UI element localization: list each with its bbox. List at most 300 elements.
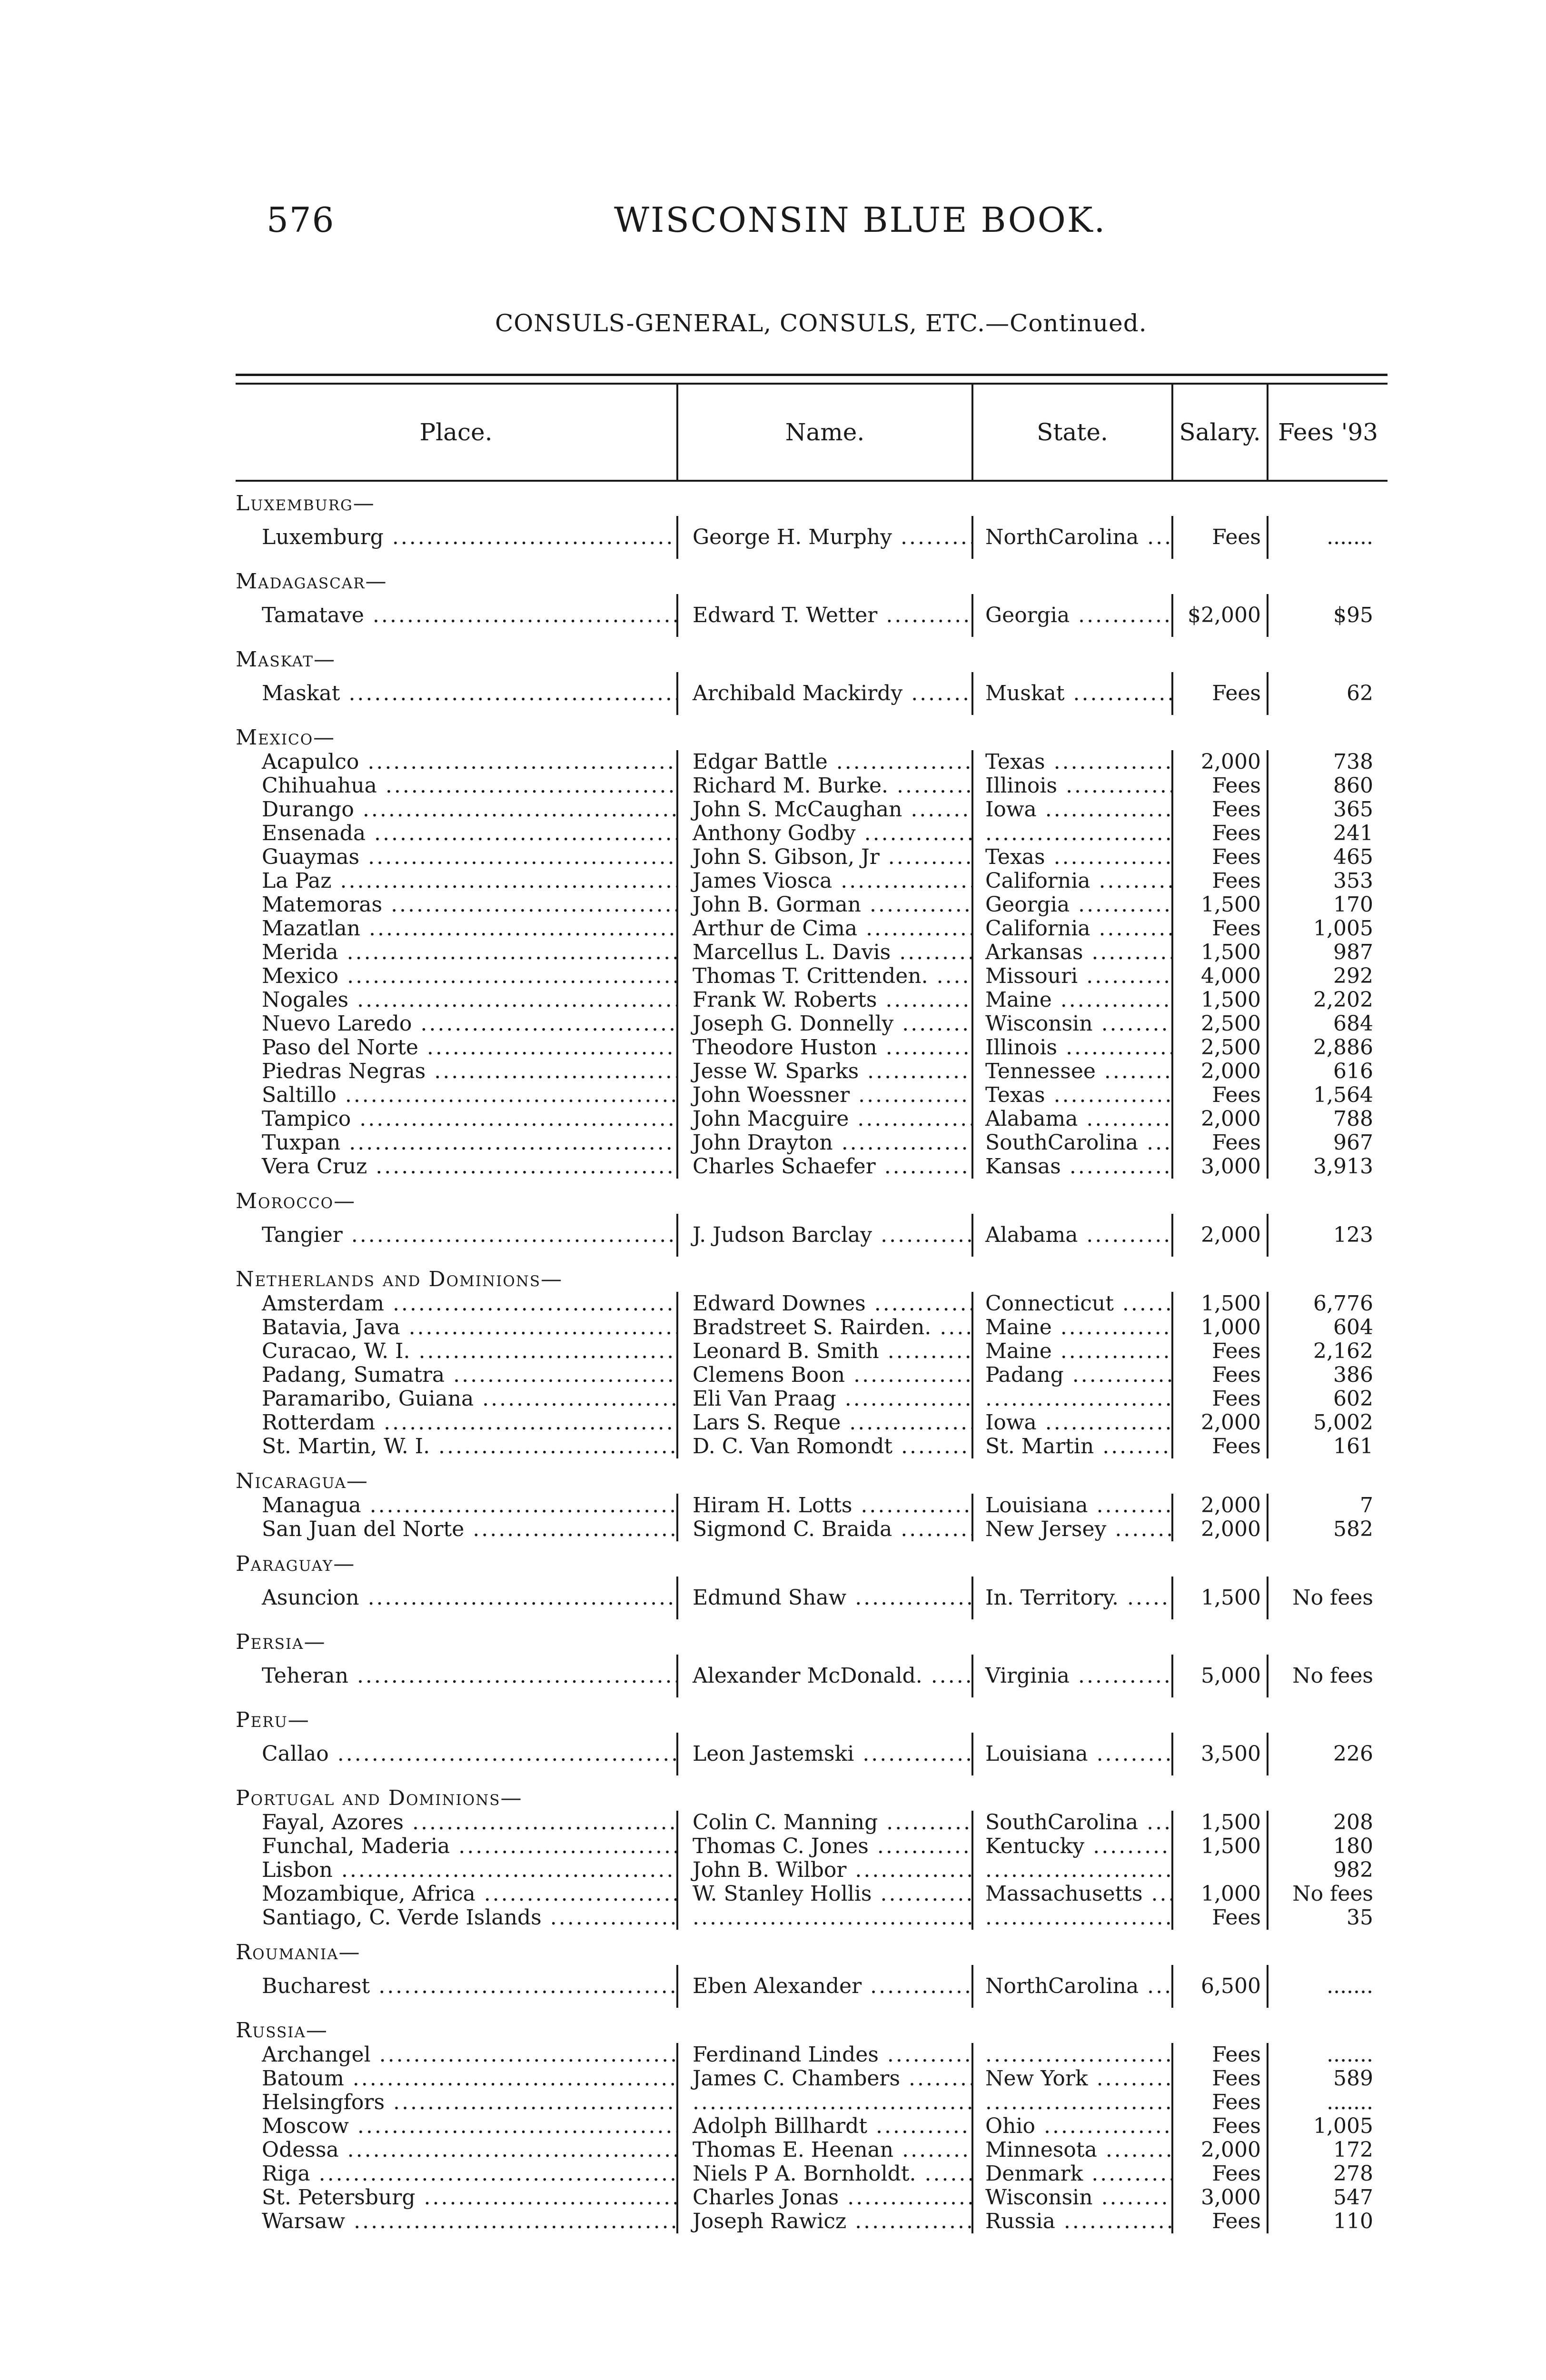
place-cell-text: Acapulco ..... [262, 750, 678, 774]
place-cell [236, 2043, 678, 2067]
place-cell-text: La Paz ..... [262, 869, 678, 893]
name-cell [678, 2043, 973, 2067]
name-cell-text [693, 2091, 973, 2114]
table-row [236, 1811, 1387, 1835]
salary-cell-text: 3,000 [1201, 2186, 1261, 2210]
name-cell-text: Ferdinand Lindes ..... [693, 2043, 973, 2067]
state-cell [973, 2210, 1173, 2233]
salary-cell-text: 2,500 [1201, 1012, 1261, 1036]
salary-cell [1173, 2162, 1269, 2186]
salary-cell-text: Fees [1212, 681, 1261, 705]
name-cell [678, 1083, 973, 1107]
country-heading: Mexico— [236, 725, 336, 750]
salary-cell [1173, 774, 1269, 798]
country-group [236, 1189, 1387, 1257]
place-cell [236, 822, 678, 845]
salary-cell-text: Fees [1212, 1435, 1261, 1458]
place-cell-text: San Juan del Norte ..... [262, 1517, 678, 1541]
name-cell-text: Charles Jonas ..... [693, 2186, 973, 2210]
state-cell-text: SouthCarolina ..... [985, 1131, 1173, 1155]
fees-cell-text: 365 [1333, 798, 1373, 822]
place-cell [236, 2186, 678, 2210]
state-cell-text: In. Territory. ..... [985, 1586, 1173, 1610]
fees-cell [1269, 774, 1387, 798]
table-row [236, 893, 1387, 917]
state-cell-text: Russia ..... [985, 2210, 1173, 2233]
name-cell-text: Thomas C. Jones ..... [693, 1835, 973, 1858]
state-cell [973, 1733, 1173, 1775]
name-cell-text: Adolph Billhardt ..... [693, 2114, 973, 2138]
place-cell [236, 2114, 678, 2138]
salary-cell-text: 3,000 [1201, 1155, 1261, 1179]
place-cell [236, 1083, 678, 1107]
state-cell-text: Alabama ..... [985, 1107, 1173, 1131]
table-row [236, 822, 1387, 845]
fees-cell-text: 1,564 [1313, 1083, 1373, 1107]
state-cell [973, 798, 1173, 822]
place-cell-text: Paso del Norte ..... [262, 1036, 678, 1060]
name-cell-text: Eli Van Praag ..... [693, 1387, 973, 1411]
name-cell-text: Lars S. Reque ..... [693, 1411, 973, 1435]
fees-cell-text: 6,776 [1313, 1292, 1373, 1316]
name-cell [678, 2186, 973, 2210]
fees-cell [1269, 2210, 1387, 2233]
fees-cell-text: 860 [1333, 774, 1373, 798]
name-cell-text: John B. Wilbor ..... [693, 1858, 973, 1882]
name-cell-text: John Woessner ..... [693, 1083, 973, 1107]
place-cell-text: Teheran ..... [262, 1664, 678, 1688]
fees-cell [1269, 2114, 1387, 2138]
salary-cell [1173, 1733, 1269, 1775]
place-cell-text: Tuxpan ..... [262, 1131, 678, 1155]
fees-cell-text: 241 [1333, 822, 1373, 845]
fees-cell [1269, 2091, 1387, 2114]
place-cell [236, 1517, 678, 1541]
table-row [236, 2162, 1387, 2186]
state-cell [973, 1131, 1173, 1155]
state-cell-text: Georgia ..... [985, 603, 1173, 627]
salary-cell-text: 2,000 [1201, 1107, 1261, 1131]
place-cell-text: Helsingfors ..... [262, 2091, 678, 2114]
state-cell [973, 2091, 1173, 2114]
state-cell [973, 1214, 1173, 1257]
salary-cell [1173, 2114, 1269, 2138]
name-cell-text: D. C. Van Romondt ..... [693, 1435, 973, 1458]
table-row [236, 1655, 1387, 1697]
table-row [236, 845, 1387, 869]
name-cell [678, 1835, 973, 1858]
salary-cell [1173, 2138, 1269, 2162]
salary-cell-text: Fees [1212, 1339, 1261, 1363]
state-cell [973, 1339, 1173, 1363]
table-row [236, 750, 1387, 774]
name-cell [678, 1155, 973, 1179]
fees-cell [1269, 1363, 1387, 1387]
name-cell-text: Richard M. Burke. ..... [693, 774, 973, 798]
country-group [236, 1630, 1387, 1697]
fees-cell-text: 161 [1333, 1435, 1373, 1458]
place-cell [236, 774, 678, 798]
country-group [236, 1552, 1387, 1619]
place-cell-text: Mozambique, Africa ..... [262, 1882, 678, 1906]
place-cell-text: Santiago, C. Verde Islands ..... [262, 1906, 678, 1930]
name-cell [678, 2067, 973, 2091]
state-cell [973, 1858, 1173, 1882]
salary-cell-text: Fees [1212, 917, 1261, 941]
state-cell [973, 893, 1173, 917]
state-cell-text [985, 822, 1173, 845]
country-group [236, 1267, 1387, 1458]
salary-cell [1173, 964, 1269, 988]
salary-cell [1173, 1387, 1269, 1411]
name-cell [678, 1036, 973, 1060]
table-row [236, 2114, 1387, 2138]
fees-cell-text: No fees [1292, 1664, 1373, 1688]
state-cell-text: Maine ..... [985, 1316, 1173, 1339]
salary-cell [1173, 1339, 1269, 1363]
country-heading: Portugal and Dominions— [236, 1786, 523, 1810]
salary-cell-text: 2,500 [1201, 1036, 1261, 1060]
salary-cell-text: Fees [1212, 798, 1261, 822]
salary-cell [1173, 1811, 1269, 1835]
fees-cell [1269, 1060, 1387, 1083]
name-cell [678, 869, 973, 893]
fees-cell-text: 226 [1333, 1742, 1373, 1766]
column-header-name: Name. [678, 385, 973, 480]
salary-cell [1173, 1858, 1269, 1882]
country-group [236, 2018, 1387, 2233]
salary-cell-text: Fees [1212, 2114, 1261, 2138]
state-cell [973, 672, 1173, 715]
fees-cell [1269, 1577, 1387, 1619]
salary-cell [1173, 1577, 1269, 1619]
fees-cell [1269, 1858, 1387, 1882]
salary-cell [1173, 2186, 1269, 2210]
state-cell [973, 845, 1173, 869]
state-cell [973, 2186, 1173, 2210]
fees-cell-text: 2,202 [1313, 988, 1373, 1012]
fees-cell-text: 738 [1333, 750, 1373, 774]
state-cell [973, 1577, 1173, 1619]
state-cell-text: Ohio ..... [985, 2114, 1173, 2138]
country-heading: Paraguay— [236, 1552, 356, 1576]
place-cell [236, 2138, 678, 2162]
fees-cell-text: 170 [1333, 893, 1373, 917]
state-cell [973, 594, 1173, 637]
state-cell [973, 2067, 1173, 2091]
name-cell-text: John Macguire ..... [693, 1107, 973, 1131]
place-cell [236, 941, 678, 964]
fees-cell [1269, 672, 1387, 715]
name-cell [678, 594, 973, 637]
fees-cell-text: 2,162 [1313, 1339, 1373, 1363]
fees-cell-text: 5,002 [1313, 1411, 1373, 1435]
fees-cell-text: No fees [1292, 1586, 1373, 1610]
place-cell [236, 1965, 678, 2008]
name-cell [678, 1858, 973, 1882]
salary-cell [1173, 822, 1269, 845]
salary-cell-text: 1,500 [1201, 893, 1261, 917]
fees-cell [1269, 1292, 1387, 1316]
name-cell [678, 941, 973, 964]
name-cell-text: Joseph G. Donnelly ..... [693, 1012, 973, 1036]
country-heading: Russia— [236, 2018, 328, 2043]
name-cell [678, 1811, 973, 1835]
table-row [236, 1363, 1387, 1387]
table-row [236, 1906, 1387, 1930]
name-cell-text: Theodore Huston ..... [693, 1036, 973, 1060]
place-cell-text: Funchal, Maderia ..... [262, 1835, 678, 1858]
name-cell-text: J. Judson Barclay ..... [693, 1223, 973, 1247]
state-cell [973, 1882, 1173, 1906]
name-cell-text: Edgar Battle ..... [693, 750, 973, 774]
place-cell [236, 1107, 678, 1131]
running-title: WISCONSIN BLUE BOOK. [614, 200, 1107, 240]
name-cell [678, 1214, 973, 1257]
name-cell [678, 1387, 973, 1411]
fees-cell [1269, 1494, 1387, 1517]
table-row [236, 1060, 1387, 1083]
country-heading: Morocco— [236, 1189, 356, 1213]
state-cell [973, 1060, 1173, 1083]
name-cell [678, 1733, 973, 1775]
place-cell [236, 1494, 678, 1517]
fees-cell [1269, 1155, 1387, 1179]
name-cell-text: Thomas T. Crittenden. ..... [693, 964, 973, 988]
fees-cell [1269, 941, 1387, 964]
state-cell-text [985, 2043, 1173, 2067]
state-cell-text: Iowa ..... [985, 1411, 1173, 1435]
fees-cell-text: 353 [1333, 869, 1373, 893]
fees-cell [1269, 2138, 1387, 2162]
fees-cell [1269, 1965, 1387, 2008]
table-row [236, 1083, 1387, 1107]
fees-cell-text: ....... [1327, 2043, 1373, 2067]
state-cell-text: Missouri ..... [985, 964, 1173, 988]
state-cell [973, 1083, 1173, 1107]
place-cell [236, 2162, 678, 2186]
name-cell [678, 1107, 973, 1131]
state-cell [973, 941, 1173, 964]
country-group [236, 725, 1387, 1179]
state-cell-text: Kentucky ..... [985, 1835, 1173, 1858]
salary-cell-text: Fees [1212, 1387, 1261, 1411]
fees-cell [1269, 1036, 1387, 1060]
name-cell-text: Charles Schaefer ..... [693, 1155, 973, 1179]
place-cell [236, 893, 678, 917]
salary-cell-text: Fees [1212, 822, 1261, 845]
salary-cell [1173, 1131, 1269, 1155]
salary-cell [1173, 750, 1269, 774]
table-row [236, 964, 1387, 988]
table-row [236, 1494, 1387, 1517]
state-cell [973, 822, 1173, 845]
place-cell-text: Guaymas ..... [262, 845, 678, 869]
salary-cell-text: Fees [1212, 2210, 1261, 2233]
fees-cell-text: 62 [1347, 681, 1373, 705]
state-cell-text: Wisconsin ..... [985, 1012, 1173, 1036]
name-cell-text: George H. Murphy ..... [693, 525, 973, 549]
place-cell [236, 917, 678, 941]
place-cell [236, 1387, 678, 1411]
fees-cell-text: 1,005 [1313, 2114, 1373, 2138]
place-cell-text: Bucharest ..... [262, 1974, 678, 1998]
table-row [236, 2138, 1387, 2162]
place-cell [236, 516, 678, 559]
salary-cell [1173, 988, 1269, 1012]
state-cell [973, 869, 1173, 893]
table-row [236, 2091, 1387, 2114]
name-cell [678, 1292, 973, 1316]
state-cell-text: Minnesota ..... [985, 2138, 1173, 2162]
place-cell [236, 1155, 678, 1179]
fees-cell-text: No fees [1292, 1882, 1373, 1906]
place-cell-text: Tamatave ..... [262, 603, 678, 627]
column-header-state: State. [973, 385, 1173, 480]
name-cell [678, 822, 973, 845]
place-cell-text: Warsaw ..... [262, 2210, 678, 2233]
salary-cell [1173, 1107, 1269, 1131]
place-cell-text: Vera Cruz ..... [262, 1155, 678, 1179]
salary-cell [1173, 2067, 1269, 2091]
state-cell [973, 1363, 1173, 1387]
name-cell-text: John Drayton ..... [693, 1131, 973, 1155]
name-cell-text [693, 1906, 973, 1930]
country-heading: Roumania— [236, 1940, 361, 1964]
name-cell-text: Anthony Godby ..... [693, 822, 973, 845]
fees-cell-text: 1,005 [1313, 917, 1373, 941]
salary-cell-text: 2,000 [1201, 750, 1261, 774]
state-cell-text: New Jersey ..... [985, 1517, 1173, 1541]
name-cell-text: Edward T. Wetter ..... [693, 603, 973, 627]
place-cell-text: Padang, Sumatra ..... [262, 1363, 678, 1387]
name-cell-text: John B. Gorman ..... [693, 893, 973, 917]
salary-cell-text: 2,000 [1201, 1494, 1261, 1517]
state-cell [973, 1107, 1173, 1131]
place-cell-text: Moscow ..... [262, 2114, 678, 2138]
salary-cell [1173, 672, 1269, 715]
name-cell-text: Colin C. Manning ..... [693, 1811, 973, 1835]
state-cell-text: Virginia ..... [985, 1664, 1173, 1688]
table-row [236, 1292, 1387, 1316]
salary-cell [1173, 1060, 1269, 1083]
country-group [236, 647, 1387, 715]
salary-cell [1173, 1965, 1269, 2008]
table-caption: CONSULS-GENERAL, CONSULS, ETC.—Continued. [495, 309, 1147, 337]
state-cell-text: New York ..... [985, 2067, 1173, 2091]
state-cell-text: Connecticut ..... [985, 1292, 1173, 1316]
fees-cell-text: ....... [1327, 525, 1373, 549]
fees-cell-text: $95 [1333, 603, 1373, 627]
salary-cell-text: 2,000 [1201, 1060, 1261, 1083]
table-row [236, 798, 1387, 822]
table-row [236, 516, 1387, 559]
country-heading: Peru— [236, 1708, 310, 1732]
consuls-table [236, 374, 1387, 2244]
state-cell-text: Louisiana ..... [985, 1494, 1173, 1517]
place-cell-text: Amsterdam ..... [262, 1292, 678, 1316]
state-cell-text: Padang ..... [985, 1363, 1173, 1387]
fees-cell-text: 110 [1333, 2210, 1373, 2233]
place-cell-text: Mazatlan ..... [262, 917, 678, 941]
place-cell [236, 1882, 678, 1906]
salary-cell-text: 6,500 [1201, 1974, 1261, 1998]
state-cell-text: Texas ..... [985, 1083, 1173, 1107]
fees-cell-text: ....... [1327, 2091, 1373, 2114]
column-header-salary: Salary. [1173, 385, 1269, 480]
fees-cell-text: 582 [1333, 1517, 1373, 1541]
place-cell [236, 1060, 678, 1083]
state-cell-text: Illinois ..... [985, 774, 1173, 798]
state-cell-text [985, 1858, 1173, 1882]
state-cell [973, 1655, 1173, 1697]
name-cell-text: Frank W. Roberts ..... [693, 988, 973, 1012]
salary-cell [1173, 1882, 1269, 1906]
table-row [236, 1339, 1387, 1363]
country-group [236, 569, 1387, 637]
fees-cell [1269, 516, 1387, 559]
fees-cell [1269, 750, 1387, 774]
fees-cell-text: 987 [1333, 941, 1373, 964]
table-row [236, 1858, 1387, 1882]
fees-cell [1269, 822, 1387, 845]
salary-cell [1173, 1155, 1269, 1179]
place-cell-text: Ensenada ..... [262, 822, 678, 845]
salary-cell-text: 3,500 [1201, 1742, 1261, 1766]
state-cell [973, 1316, 1173, 1339]
name-cell [678, 893, 973, 917]
place-cell [236, 869, 678, 893]
fees-cell [1269, 2043, 1387, 2067]
country-group [236, 1708, 1387, 1775]
place-cell-text: Odessa ..... [262, 2138, 678, 2162]
state-cell-text: NorthCarolina ..... [985, 1974, 1173, 1998]
country-group [236, 1940, 1387, 2008]
name-cell-text: Niels P A. Bornholdt. ..... [693, 2162, 973, 2186]
fees-cell [1269, 594, 1387, 637]
name-cell-text: Leonard B. Smith ..... [693, 1339, 973, 1363]
fees-cell-text: 208 [1333, 1811, 1373, 1835]
state-cell-text: Tennessee ..... [985, 1060, 1173, 1083]
state-cell [973, 1155, 1173, 1179]
table-row [236, 1517, 1387, 1541]
place-cell-text: Piedras Negras ..... [262, 1060, 678, 1083]
place-cell-text: Lisbon ..... [262, 1858, 678, 1882]
place-cell-text: Luxemburg ..... [262, 525, 678, 549]
state-cell-text: Denmark ..... [985, 2162, 1173, 2186]
place-cell [236, 672, 678, 715]
table-row [236, 941, 1387, 964]
fees-cell-text: 982 [1333, 1858, 1373, 1882]
salary-cell-text: 5,000 [1201, 1664, 1261, 1688]
name-cell [678, 1494, 973, 1517]
place-cell [236, 1012, 678, 1036]
name-cell-text: John S. McCaughan ..... [693, 798, 973, 822]
salary-cell [1173, 1083, 1269, 1107]
state-cell [973, 1411, 1173, 1435]
salary-cell-text: Fees [1212, 2067, 1261, 2091]
salary-cell-text: 1,500 [1201, 1292, 1261, 1316]
state-cell [973, 1811, 1173, 1835]
salary-cell-text: Fees [1212, 869, 1261, 893]
table-row [236, 774, 1387, 798]
table-row [236, 672, 1387, 715]
name-cell [678, 750, 973, 774]
table-row [236, 1835, 1387, 1858]
name-cell-text: Edmund Shaw ..... [693, 1586, 973, 1610]
salary-cell [1173, 1214, 1269, 1257]
fees-cell [1269, 1214, 1387, 1257]
